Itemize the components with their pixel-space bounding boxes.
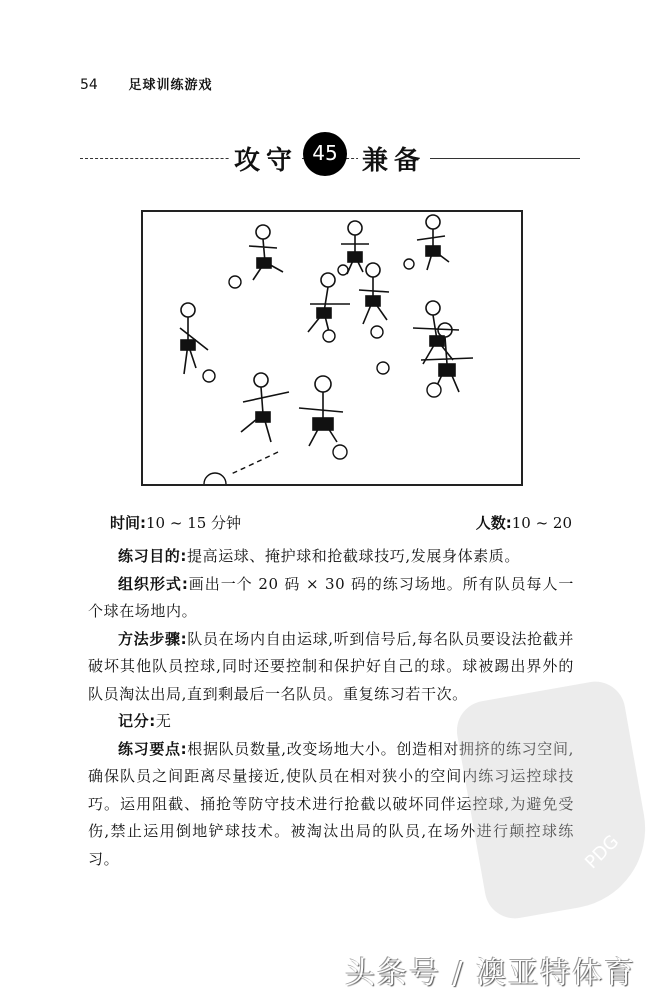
players-label: 人数: xyxy=(475,514,512,532)
title-rule-right xyxy=(415,158,580,159)
field-illustration xyxy=(141,210,523,486)
players-value: 10 ~ 20 xyxy=(511,514,572,532)
exercise-number-badge: 45 xyxy=(303,132,347,176)
section-method: 方法步骤:队员在场内自由运球,听到信号后,每名队员要设法抢截并破坏其他队员控球,同时还要控制和保护好自己的球。球被踢出界外的队员淘汰出局,直到剩最后一名队员。重复练习若干次。 xyxy=(88,629,574,703)
time-value: 10 ~ 15 分钟 xyxy=(146,514,242,532)
section-key-points: 练习要点:根据队员数量,改变场地大小。创造相对拥挤的练习空间,确保队员之间距离尽量接近,使队员在相对狭小的空间内练习运控球技巧。运用阻截、捅抢等防守技术进行抢截以破坏同伴运控球,为避免受伤,禁止运用倒地铲球技术。被淘汰出局的队员,在场外进行颠控球练习。 xyxy=(88,739,574,868)
source-watermark: 头条号 / 澳亚特体育 xyxy=(345,956,637,991)
players-drawing-icon xyxy=(143,212,521,484)
players-info xyxy=(476,512,572,533)
title-right-text: 兼备 xyxy=(358,140,430,177)
time-info xyxy=(110,512,241,533)
page-header xyxy=(80,74,212,93)
book-title: 足球训练游戏 xyxy=(128,78,213,93)
library-stamp xyxy=(452,677,655,923)
time-label: 时间: xyxy=(110,514,146,532)
exercise-title xyxy=(80,130,580,180)
section-purpose: 练习目的:提高运球、掩护球和抢截球技巧,发展身体素质。 xyxy=(118,547,520,565)
title-left-text: 攻守 xyxy=(230,140,302,177)
section-organization: 组织形式:画出一个 20 码 × 30 码的练习场地。所有队员每人一个球在场地内。 xyxy=(88,574,575,620)
page-number: 54 xyxy=(80,77,98,93)
section-scoring: 记分:无 xyxy=(118,712,172,730)
stamp-text: PDG xyxy=(581,830,624,874)
